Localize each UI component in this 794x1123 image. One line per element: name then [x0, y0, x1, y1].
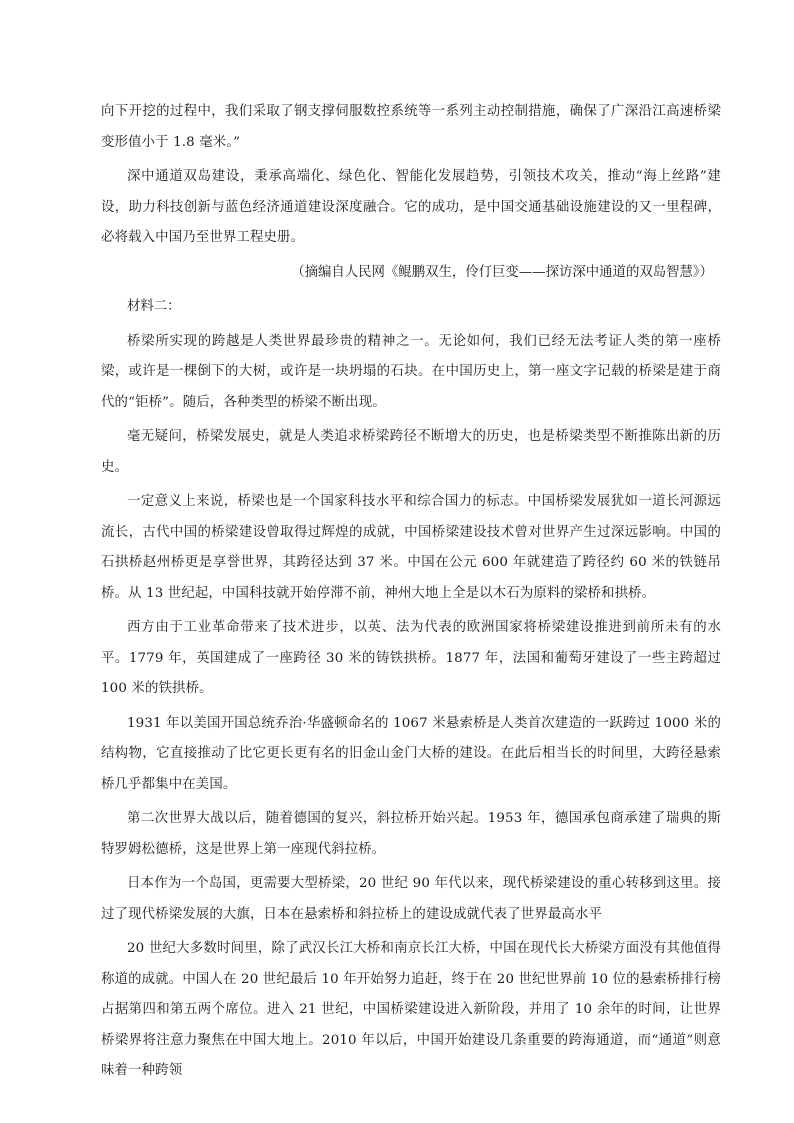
paragraph-8: 第二次世界大战以后，随着德国的复兴，斜拉桥开始兴起。1953 年，德国承包商承建了瑞典的斯特罗姆松德桥，这是世界上第一座现代斜拉桥。: [101, 811, 721, 857]
source-citation: （摘编自人民网《鲲鹏双生，伶仃巨变——探访深中通道的双岛智慧》）: [291, 264, 713, 280]
paragraph-2: 深中通道双岛建设，秉承高端化、绿色化、智能化发展趋势，引领技术攻关，推动“海上丝路”建设，助力科技创新与蓝色经济通道建设深度融合。它的成功，是中国交通基础设施建设的又一里程碑，必将载入中国乃至世界工程史册。: [101, 169, 721, 245]
paragraph-6: 西方由于工业革命带来了技术进步，以英、法为代表的欧洲国家将桥梁建设推进到前所未有的水平。1779 年，英国建成了一座跨径 30 米的铸铁拱桥。1877 年，法国和葡萄牙建设了一些主跨超过 100 米的铁拱桥。: [101, 620, 721, 696]
section-heading-material-two: 材料二：: [127, 299, 181, 314]
paragraph-4: 毫无疑问，桥梁发展史，就是人类追求桥梁跨径不断增大的历史，也是桥梁类型不断推陈出新的历史。: [101, 429, 721, 475]
document-body: [101, 97, 721, 1091]
paragraph-1: 向下开挖的过程中，我们采取了钢支撑伺服数控系统等一系列主动控制措施，确保了广深沿江高速桥梁变形值小于 1.8 毫米。”: [101, 104, 721, 150]
paragraph-10: 20 世纪大多数时间里，除了武汉长江大桥和南京长江大桥，中国在现代长大桥梁方面没有其他值得称道的成就。中国人在 20 世纪最后 10 年开始努力追赶，终于在 20 世纪世界前 10 位的悬索桥排行榜占据第四和第五两个席位。进入 21 世纪，中国桥梁建设进入新阶段，并用了 10 余年的时间，让世界桥梁界将注意力聚焦在中国大地上。2010 年以后，中国开始建设几条重要的跨海通道，而“通道”则意味着一种跨领: [101, 941, 721, 1078]
paragraph-7: 1931 年以美国开国总统乔治·华盛顿命名的 1067 米悬索桥是人类首次建造的一跃跨过 1000 米的结构物，它直接推动了比它更长更有名的旧金山金门大桥的建设。在此后相当长的时间里，大跨径悬索桥几乎都集中在美国。: [101, 715, 721, 792]
paragraph-5: 一定意义上来说，桥梁也是一个国家科技水平和综合国力的标志。中国桥梁发展犹如一道长河源远流长，古代中国的桥梁建设曾取得过辉煌的成就，中国桥梁建设技术曾对世界产生过深远影响。中国的石拱桥赵州桥更是享誉世界，其跨径达到 37 米。中国在公元 600 年就建造了跨径约 60 米的铁链吊桥。从 13 世纪起，中国科技就开始停滞不前，神州大地上全是以木石为原料的梁桥和拱桥。: [101, 494, 721, 601]
paragraph-9: 日本作为一个岛国，更需要大型桥梁，20 世纪 90 年代以来，现代桥梁建设的重心转移到这里。接过了现代桥梁发展的大旗，日本在悬索桥和斜拉桥上的建设成就代表了世界最高水平: [101, 876, 721, 922]
paragraph-3: 桥梁所实现的跨越是人类世界最珍贵的精神之一。无论如何，我们已经无法考证人类的第一座桥梁，或许是一棵倒下的大树，或许是一块坍塌的石块。在中国历史上，第一座文字记载的桥梁是建于商代的“钜桥”。随后，各种类型的桥梁不断出现。: [101, 333, 721, 410]
